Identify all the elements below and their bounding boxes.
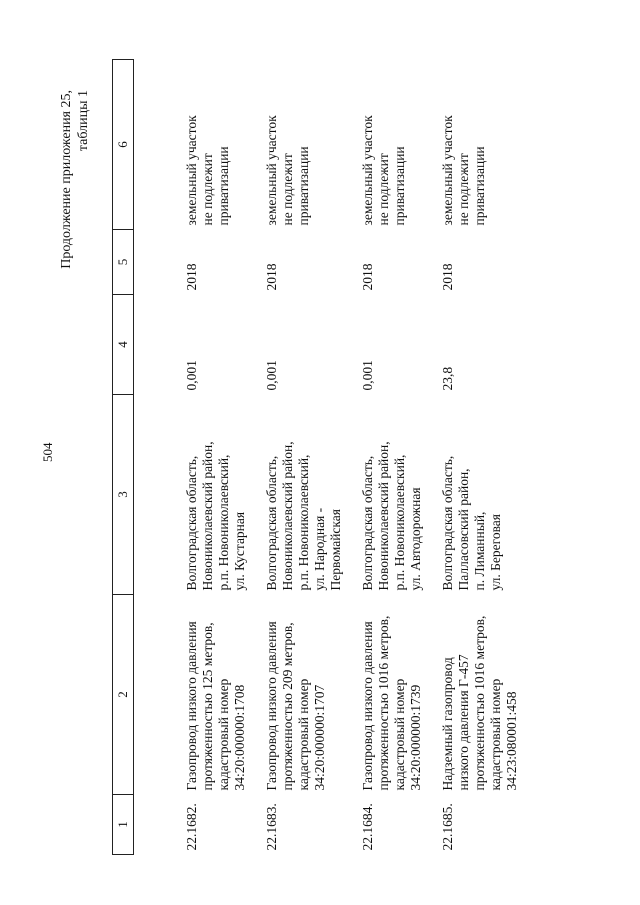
object-area: 0,001 [264,360,279,391]
row-number: 22.1685. [440,803,455,851]
object-name: Надземный газопровод низкого давления Г-457 протяженностью 1016 метров, кадастровый номер 34:23:080001:458 [440,615,519,791]
table-row [264,60,360,855]
column-number-header-row [113,60,134,855]
object-area: 0,001 [184,360,199,391]
column-header-6: 6 [113,60,134,230]
property-table [112,59,536,855]
table-row [360,60,440,855]
table-row [134,60,265,855]
object-note: земельный участок не подлежит приватизации [360,115,407,226]
object-address: Волгоградская область, Новониколаевский район, р.п. Новониколаевский, ул. Автодорожная [360,441,423,591]
object-year: 2018 [264,263,279,291]
column-header-3: 3 [113,395,134,595]
continuation-heading [58,90,92,390]
table-body [134,60,537,855]
object-name: Газопровод низкого давления протяженностью 209 метров, кадастровый номер 34:20:000000:1707 [264,621,327,791]
row-number: 22.1683. [264,803,279,851]
object-note: земельный участок не подлежит приватизации [184,115,231,226]
object-area: 23,8 [440,366,455,391]
object-note: земельный участок не подлежит приватизации [264,115,311,226]
object-address: Волгоградская область, Новониколаевский район, р.п. Новониколаевский, ул. Народная - Первомайская [264,441,343,591]
object-area: 0,001 [360,360,375,391]
continuation-line-2: таблицы 1 [76,90,91,152]
row-number: 22.1682. [184,803,199,851]
column-header-2: 2 [113,595,134,795]
row-number: 22.1684. [360,803,375,851]
column-header-5: 5 [113,230,134,295]
object-year: 2018 [184,263,199,291]
page-number: 504 [40,442,55,462]
object-name: Газопровод низкого давления протяженностью 125 метров, кадастровый номер 34:20:000000:1708 [184,621,247,791]
object-note: земельный участок не подлежит приватизации [440,115,487,226]
column-header-1: 1 [113,795,134,855]
object-address: Волгоградская область, Палласовский район, п. Лиманный, ул. Береговая [440,455,503,591]
column-header-4: 4 [113,295,134,395]
object-name: Газопровод низкого давления протяженностью 1016 метров, кадастровый номер 34:20:000000:1739 [360,615,423,791]
continuation-line-1: Продолжение приложения 25, [59,90,74,269]
table-row [440,60,536,855]
object-year: 2018 [440,263,455,291]
object-address: Волгоградская область, Новониколаевский район, р.п. Новониколаевский, ул. Кустарная [184,441,247,591]
object-year: 2018 [360,263,375,291]
